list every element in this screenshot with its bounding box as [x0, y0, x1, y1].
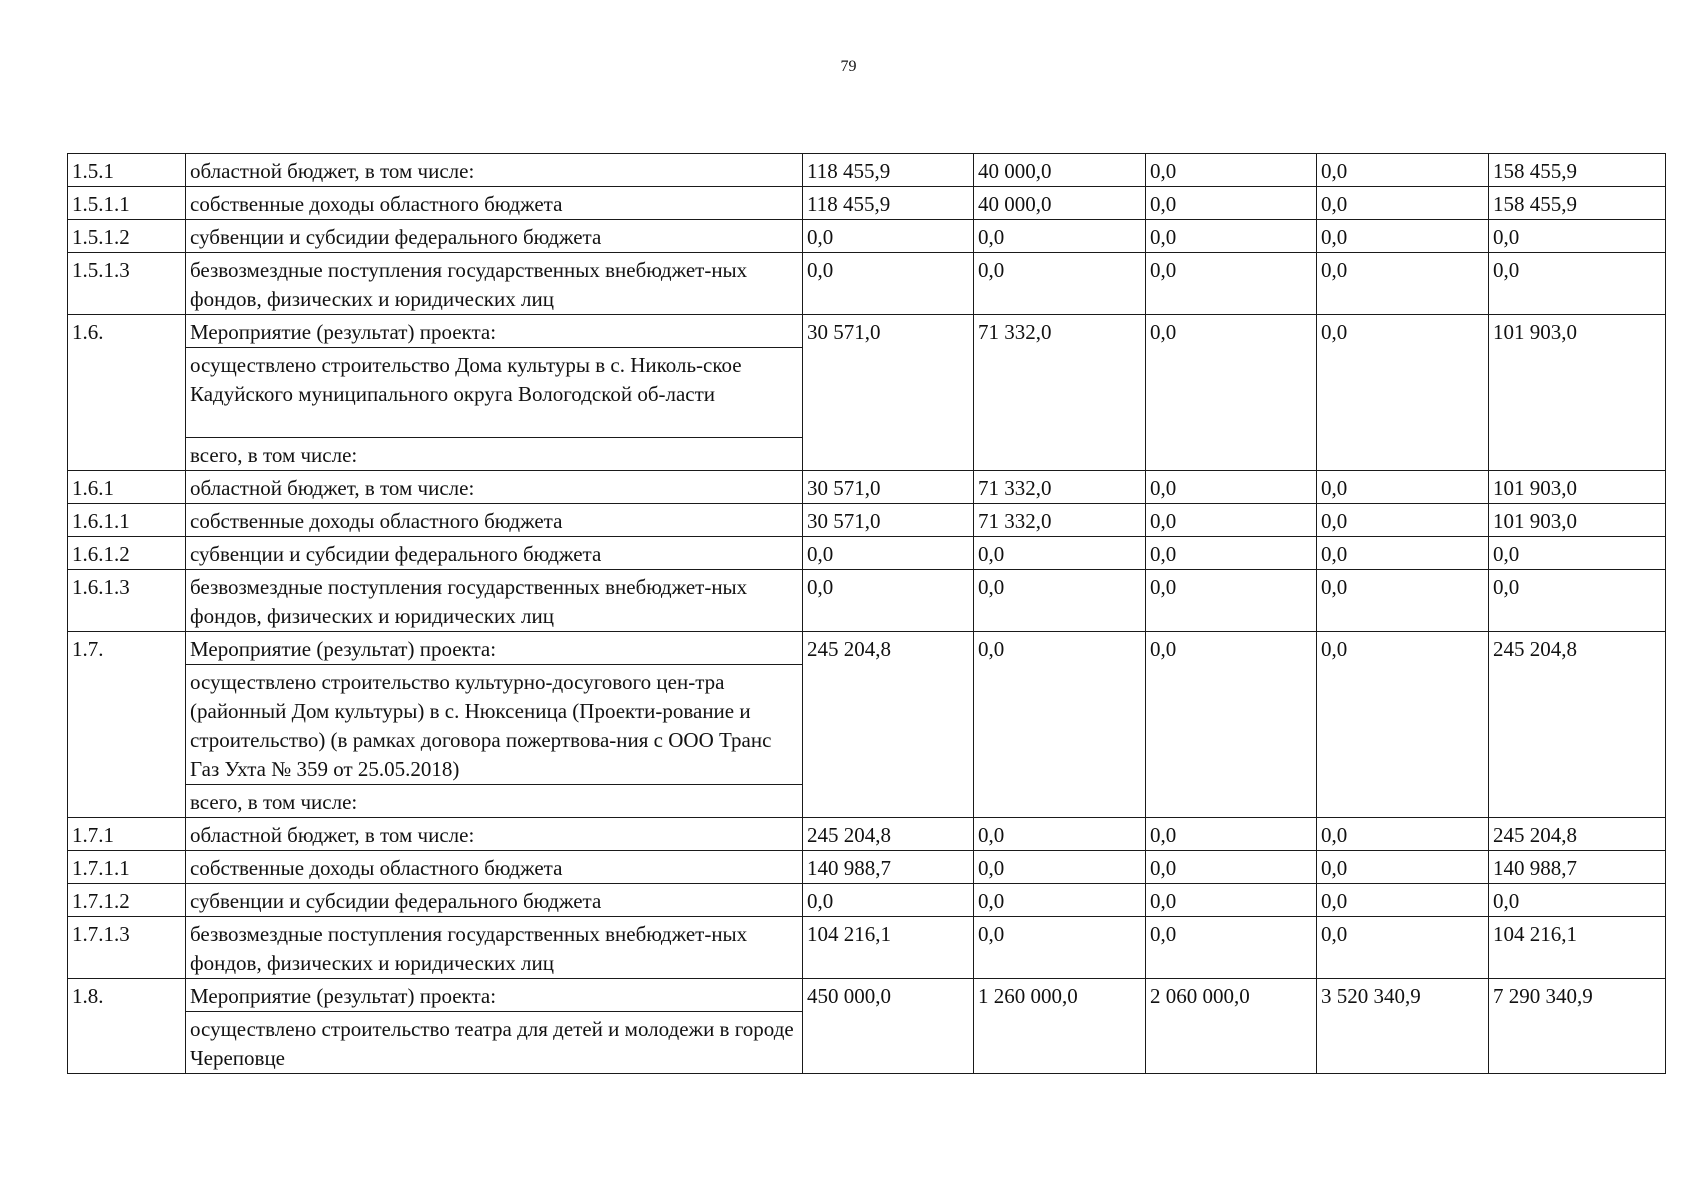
event-name: осуществлено строительство театра для детей и молодежи в городе Череповце — [186, 1012, 803, 1074]
page-number: 79 — [840, 58, 857, 75]
value-cell: 104 216,1 — [803, 917, 974, 979]
row-code: 1.5.1.2 — [68, 220, 186, 253]
value-cell: 245 204,8 — [803, 818, 974, 851]
table-row — [68, 570, 1666, 632]
table-row — [68, 220, 1666, 253]
total-label: всего, в том числе: — [186, 438, 803, 471]
total-label: всего, в том числе: — [186, 785, 803, 818]
total-cell: 0,0 — [1489, 537, 1666, 570]
value-cell: 0,0 — [974, 818, 1146, 851]
row-code: 1.8. — [68, 979, 186, 1074]
value-cell: 0,0 — [974, 220, 1146, 253]
row-name: безвозмездные поступления государственных внебюджет-ных фондов, физических и юридических лиц — [186, 253, 803, 315]
value-cell: 0,0 — [1146, 187, 1317, 220]
row-code: 1.6.1.2 — [68, 537, 186, 570]
value-cell: 0,0 — [1146, 253, 1317, 315]
row-code: 1.5.1.1 — [68, 187, 186, 220]
row-code: 1.6.1.3 — [68, 570, 186, 632]
value-cell: 1 260 000,0 — [974, 979, 1146, 1074]
row-code: 1.7.1.2 — [68, 884, 186, 917]
value-cell: 0,0 — [1146, 917, 1317, 979]
table-row — [68, 632, 1666, 665]
budget-table — [67, 153, 1666, 1074]
value-cell: 0,0 — [1146, 504, 1317, 537]
value-cell: 0,0 — [974, 537, 1146, 570]
row-code: 1.5.1.3 — [68, 253, 186, 315]
value-cell: 118 455,9 — [803, 187, 974, 220]
value-cell: 0,0 — [1146, 315, 1317, 471]
value-cell: 450 000,0 — [803, 979, 974, 1074]
table-row — [68, 917, 1666, 979]
value-cell: 0,0 — [1317, 818, 1489, 851]
value-cell: 140 988,7 — [803, 851, 974, 884]
total-cell: 7 290 340,9 — [1489, 979, 1666, 1074]
total-cell: 245 204,8 — [1489, 632, 1666, 818]
table-row — [68, 818, 1666, 851]
total-cell: 104 216,1 — [1489, 917, 1666, 979]
value-cell: 71 332,0 — [974, 315, 1146, 471]
event-label: Мероприятие (результат) проекта: — [186, 979, 803, 1012]
value-cell: 0,0 — [1146, 818, 1317, 851]
table-row — [68, 253, 1666, 315]
value-cell: 40 000,0 — [974, 154, 1146, 187]
row-name: областной бюджет, в том числе: — [186, 818, 803, 851]
value-cell: 0,0 — [1317, 537, 1489, 570]
value-cell: 0,0 — [974, 884, 1146, 917]
table-row — [68, 315, 1666, 348]
total-cell: 0,0 — [1489, 253, 1666, 315]
row-code: 1.6.1.1 — [68, 504, 186, 537]
value-cell: 0,0 — [1146, 884, 1317, 917]
value-cell: 0,0 — [1317, 187, 1489, 220]
table-row — [68, 537, 1666, 570]
row-name: собственные доходы областного бюджета — [186, 504, 803, 537]
row-code: 1.6. — [68, 315, 186, 471]
value-cell: 30 571,0 — [803, 504, 974, 537]
table-row — [68, 471, 1666, 504]
value-cell: 0,0 — [1317, 570, 1489, 632]
value-cell: 30 571,0 — [803, 471, 974, 504]
table-row — [68, 884, 1666, 917]
row-name: субвенции и субсидии федерального бюджета — [186, 884, 803, 917]
value-cell: 0,0 — [974, 570, 1146, 632]
value-cell: 0,0 — [1146, 851, 1317, 884]
value-cell: 0,0 — [974, 253, 1146, 315]
total-cell: 140 988,7 — [1489, 851, 1666, 884]
row-name: собственные доходы областного бюджета — [186, 187, 803, 220]
value-cell: 3 520 340,9 — [1317, 979, 1489, 1074]
value-cell: 0,0 — [974, 851, 1146, 884]
value-cell: 0,0 — [1146, 537, 1317, 570]
event-name: осуществлено строительство культурно-досугового цен-тра (районный Дом культуры) в с. Нюксеница (Проекти-рование и строительство) (в рамках договора пожертвова-ния с ООО Транс Газ Ухта № 359 от 25.05.2018) — [186, 665, 803, 785]
value-cell: 0,0 — [1317, 917, 1489, 979]
value-cell: 0,0 — [1317, 851, 1489, 884]
value-cell: 0,0 — [974, 632, 1146, 818]
value-cell: 71 332,0 — [974, 471, 1146, 504]
value-cell: 71 332,0 — [974, 504, 1146, 537]
row-code: 1.7.1.1 — [68, 851, 186, 884]
total-cell: 101 903,0 — [1489, 471, 1666, 504]
row-code: 1.6.1 — [68, 471, 186, 504]
total-cell: 0,0 — [1489, 220, 1666, 253]
value-cell: 0,0 — [1317, 315, 1489, 471]
value-cell: 0,0 — [1146, 570, 1317, 632]
table-row — [68, 504, 1666, 537]
total-cell: 158 455,9 — [1489, 154, 1666, 187]
total-cell: 101 903,0 — [1489, 504, 1666, 537]
table-row — [68, 154, 1666, 187]
value-cell: 0,0 — [974, 917, 1146, 979]
value-cell: 0,0 — [1317, 220, 1489, 253]
row-name: субвенции и субсидии федерального бюджета — [186, 220, 803, 253]
total-cell: 101 903,0 — [1489, 315, 1666, 471]
value-cell: 245 204,8 — [803, 632, 974, 818]
value-cell: 118 455,9 — [803, 154, 974, 187]
value-cell: 0,0 — [1146, 471, 1317, 504]
value-cell: 0,0 — [803, 884, 974, 917]
value-cell: 0,0 — [803, 570, 974, 632]
value-cell: 30 571,0 — [803, 315, 974, 471]
value-cell: 0,0 — [1317, 504, 1489, 537]
row-code: 1.7.1 — [68, 818, 186, 851]
row-name: собственные доходы областного бюджета — [186, 851, 803, 884]
value-cell: 0,0 — [1317, 471, 1489, 504]
row-name: безвозмездные поступления государственных внебюджет-ных фондов, физических и юридических лиц — [186, 917, 803, 979]
value-cell: 0,0 — [1317, 253, 1489, 315]
row-code: 1.5.1 — [68, 154, 186, 187]
event-label: Мероприятие (результат) проекта: — [186, 632, 803, 665]
event-name: осуществлено строительство Дома культуры в с. Николь-ское Кадуйского муниципального округа Вологодской об-ласти — [186, 348, 803, 438]
row-code: 1.7. — [68, 632, 186, 818]
row-name: областной бюджет, в том числе: — [186, 471, 803, 504]
total-cell: 245 204,8 — [1489, 818, 1666, 851]
table-row — [68, 979, 1666, 1012]
table-row — [68, 187, 1666, 220]
row-name: областной бюджет, в том числе: — [186, 154, 803, 187]
value-cell: 0,0 — [803, 253, 974, 315]
row-name: безвозмездные поступления государственных внебюджет-ных фондов, физических и юридических лиц — [186, 570, 803, 632]
total-cell: 0,0 — [1489, 570, 1666, 632]
event-label: Мероприятие (результат) проекта: — [186, 315, 803, 348]
value-cell: 0,0 — [1317, 154, 1489, 187]
value-cell: 40 000,0 — [974, 187, 1146, 220]
table-row — [68, 851, 1666, 884]
row-code: 1.7.1.3 — [68, 917, 186, 979]
row-name: субвенции и субсидии федерального бюджета — [186, 537, 803, 570]
total-cell: 0,0 — [1489, 884, 1666, 917]
value-cell: 0,0 — [1146, 154, 1317, 187]
value-cell: 0,0 — [1317, 632, 1489, 818]
value-cell: 0,0 — [803, 220, 974, 253]
value-cell: 2 060 000,0 — [1146, 979, 1317, 1074]
value-cell: 0,0 — [803, 537, 974, 570]
value-cell: 0,0 — [1146, 632, 1317, 818]
value-cell: 0,0 — [1146, 220, 1317, 253]
total-cell: 158 455,9 — [1489, 187, 1666, 220]
value-cell: 0,0 — [1317, 884, 1489, 917]
